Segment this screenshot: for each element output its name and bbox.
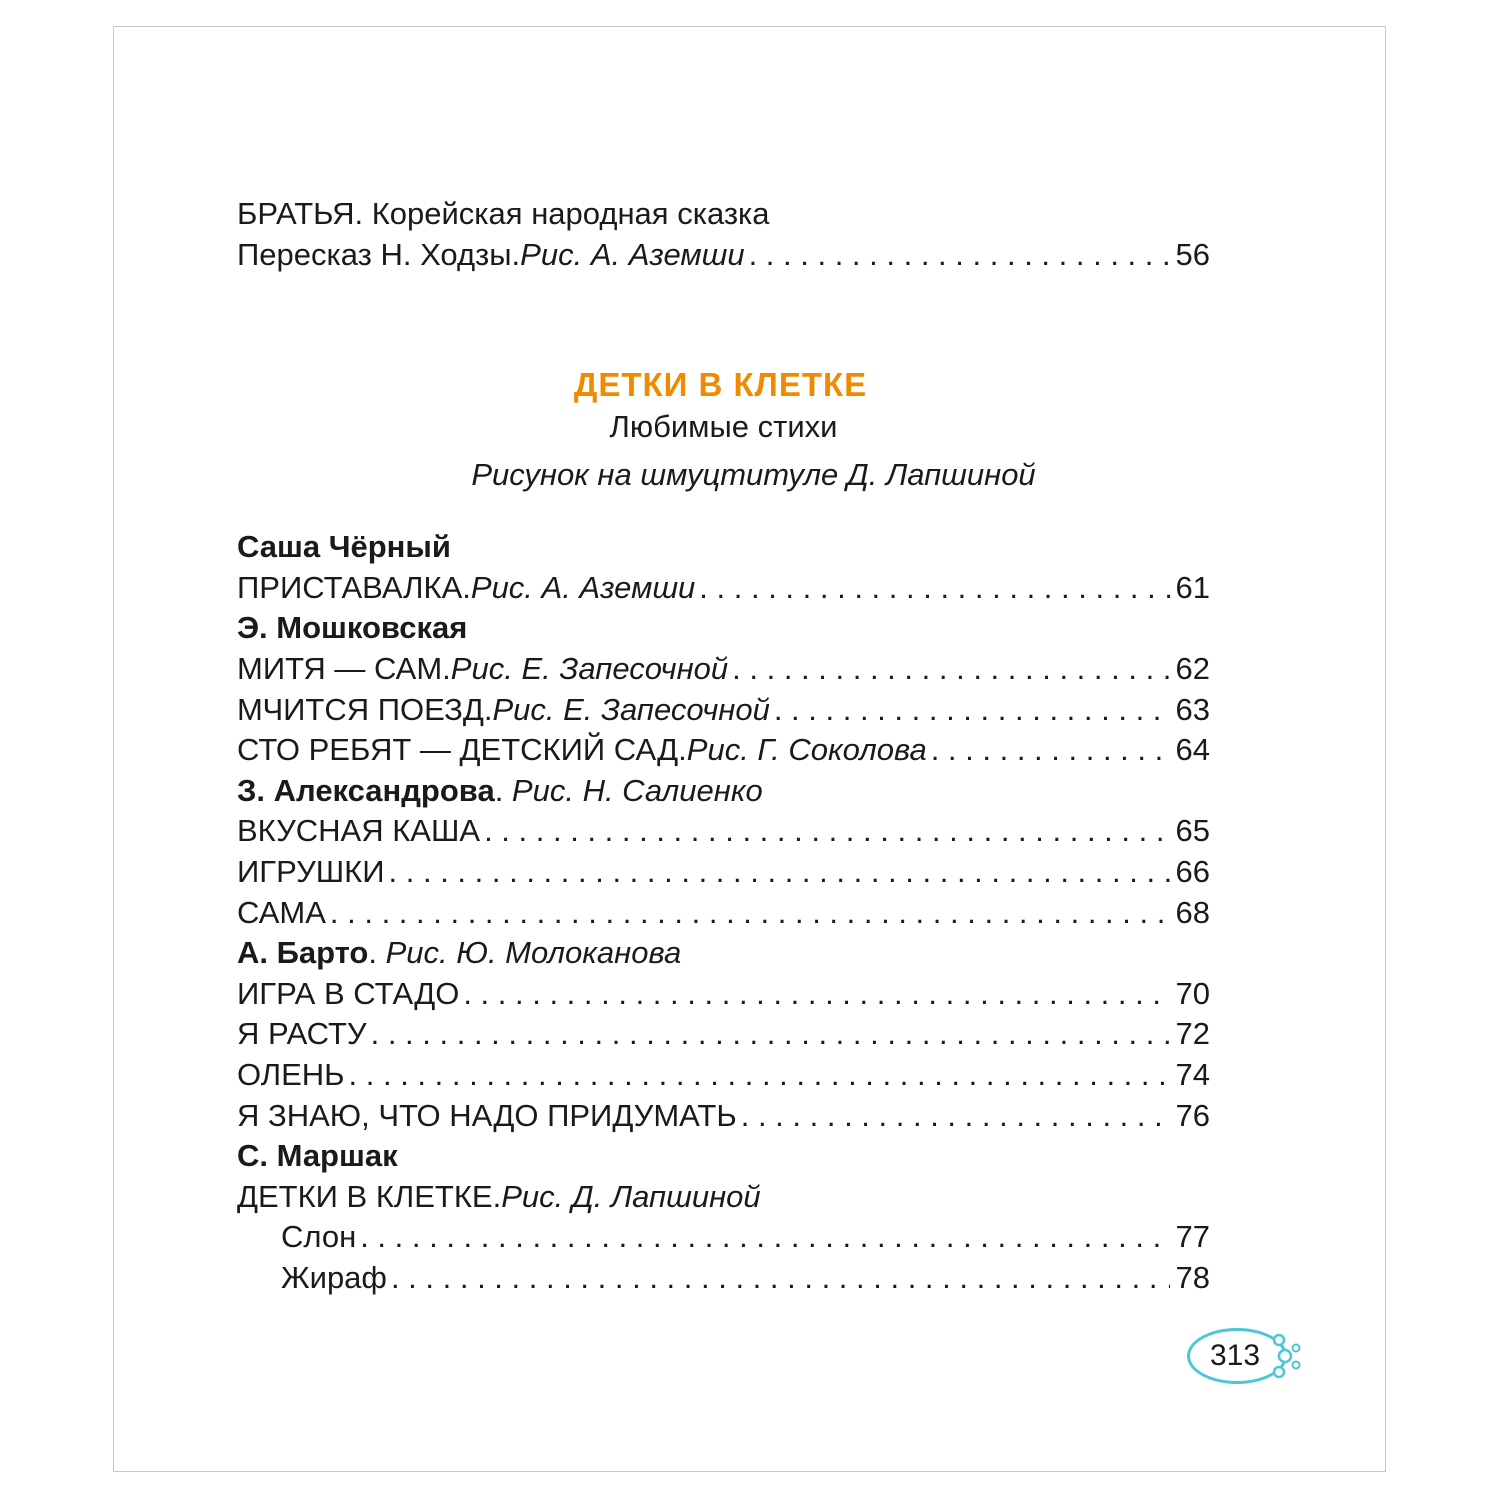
toc-entry[interactable] <box>237 852 1210 893</box>
entry-title: МЧИТСЯ ПОЕЗД. <box>237 691 493 727</box>
dot-leader <box>737 1096 1170 1137</box>
entry-title: Я ЗНАЮ, ЧТО НАДО ПРИДУМАТЬ <box>237 1097 737 1133</box>
entry-title: ОЛЕНЬ <box>237 1056 345 1092</box>
entry-subtitle: . Корейская народная сказка <box>354 196 770 231</box>
entry-title: ДЕТКИ В КЛЕТКЕ. <box>237 1178 502 1214</box>
dot-leader <box>356 1217 1170 1258</box>
dot-leader <box>770 690 1170 731</box>
author-name: З. Александрова <box>237 772 495 808</box>
toc-entry[interactable] <box>237 893 1210 934</box>
toc-author <box>237 608 1210 649</box>
entry-illustrator: Рис. Е. Запесочной <box>492 691 770 727</box>
dot-leader <box>387 1258 1170 1299</box>
entry-title: СТО РЕБЯТ — ДЕТСКИЙ САД. <box>237 732 687 768</box>
toc-content <box>237 194 1210 1298</box>
entry-retold: Пересказ Н. Ходзы. <box>237 236 521 272</box>
toc-list <box>237 527 1210 1298</box>
entry-title: ПРИСТАВАЛКА. <box>237 569 471 605</box>
entry-page: 66 <box>1175 853 1210 889</box>
entry-title: Жираф <box>281 1259 387 1295</box>
section-title: ДЕТКИ В КЛЕТКЕ <box>573 366 868 404</box>
entry-title: БРАТЬЯ <box>237 196 355 231</box>
section-subtitle: Любимые стихи <box>609 409 838 445</box>
author-note: . Рис. Ю. Молоканова <box>368 935 682 971</box>
entry-page: 62 <box>1175 650 1210 686</box>
author-name: Саша Чёрный <box>237 529 451 565</box>
toc-entry-bratya-title <box>237 194 1210 235</box>
entry-title: МИТЯ — САМ. <box>237 650 451 686</box>
entry-illustrator: Рис. А. Аземши <box>470 569 696 605</box>
entry-page: 65 <box>1175 813 1210 849</box>
entry-title: Слон <box>281 1219 357 1255</box>
page-number: 313 <box>1209 1339 1261 1372</box>
toc-entry[interactable] <box>237 730 1210 771</box>
dot-leader <box>728 649 1170 690</box>
entry-page: 70 <box>1175 975 1210 1011</box>
entry-page: 68 <box>1175 894 1210 930</box>
entry-illustrator: Рис. Г. Соколова <box>686 732 927 768</box>
toc-author <box>237 933 1210 974</box>
dot-leader <box>745 235 1170 276</box>
dot-leader <box>480 811 1170 852</box>
author-name: Э. Мошковская <box>237 610 468 646</box>
entry-page: 74 <box>1175 1056 1210 1092</box>
entry-page: 76 <box>1175 1097 1210 1133</box>
author-name: А. Барто <box>237 935 369 971</box>
entry-page: 63 <box>1175 691 1210 727</box>
entry-title: ИГРА В СТАДО <box>237 975 460 1011</box>
entry-title: ВКУСНАЯ КАША <box>237 813 481 849</box>
entry-page: 72 <box>1175 1016 1210 1052</box>
dot-leader <box>385 852 1170 893</box>
toc-entry[interactable] <box>237 811 1210 852</box>
section-illustration-note: Рисунок на шмуцтитуле Д. Лапшиной <box>471 457 1036 493</box>
entry-title: Я РАСТУ <box>237 1016 367 1052</box>
toc-entry[interactable] <box>237 649 1210 690</box>
entry-title: САМА <box>237 894 326 930</box>
toc-entry[interactable] <box>237 1217 1210 1258</box>
dot-leader <box>927 730 1170 771</box>
toc-entry[interactable] <box>237 974 1210 1015</box>
toc-entry[interactable] <box>237 1258 1210 1299</box>
toc-entry[interactable] <box>237 690 1210 731</box>
entry-illustrator: Рис. А. Аземши <box>520 236 745 272</box>
toc-author <box>237 771 1210 812</box>
dot-leader <box>326 893 1170 934</box>
entry-illustrator: Рис. Д. Лапшиной <box>501 1178 761 1214</box>
toc-author <box>237 527 1210 568</box>
dot-leader <box>367 1014 1170 1055</box>
dot-leader <box>695 568 1170 609</box>
toc-entry[interactable] <box>237 568 1210 609</box>
toc-entry[interactable] <box>237 1014 1210 1055</box>
entry-illustrator: Рис. Е. Запесочной <box>450 650 729 686</box>
entry-title: ИГРУШКИ <box>237 853 385 889</box>
entry-page: 78 <box>1175 1259 1210 1295</box>
dot-leader <box>345 1055 1170 1096</box>
toc-entry[interactable] <box>237 1055 1210 1096</box>
author-note: . Рис. Н. Салиенко <box>494 772 763 808</box>
section-heading <box>237 363 1210 503</box>
page-number-badge <box>1187 1328 1303 1386</box>
toc-author <box>237 1136 1210 1177</box>
toc-entry-bratya[interactable] <box>237 235 1210 276</box>
entry-page: 64 <box>1175 732 1210 768</box>
toc-entry[interactable] <box>237 1177 1210 1218</box>
entry-page: 61 <box>1175 569 1210 605</box>
entry-page: 77 <box>1175 1219 1210 1255</box>
toc-entry[interactable] <box>237 1096 1210 1137</box>
entry-page: 56 <box>1175 236 1210 272</box>
dot-leader <box>459 974 1170 1015</box>
author-name: С. Маршак <box>237 1138 398 1174</box>
